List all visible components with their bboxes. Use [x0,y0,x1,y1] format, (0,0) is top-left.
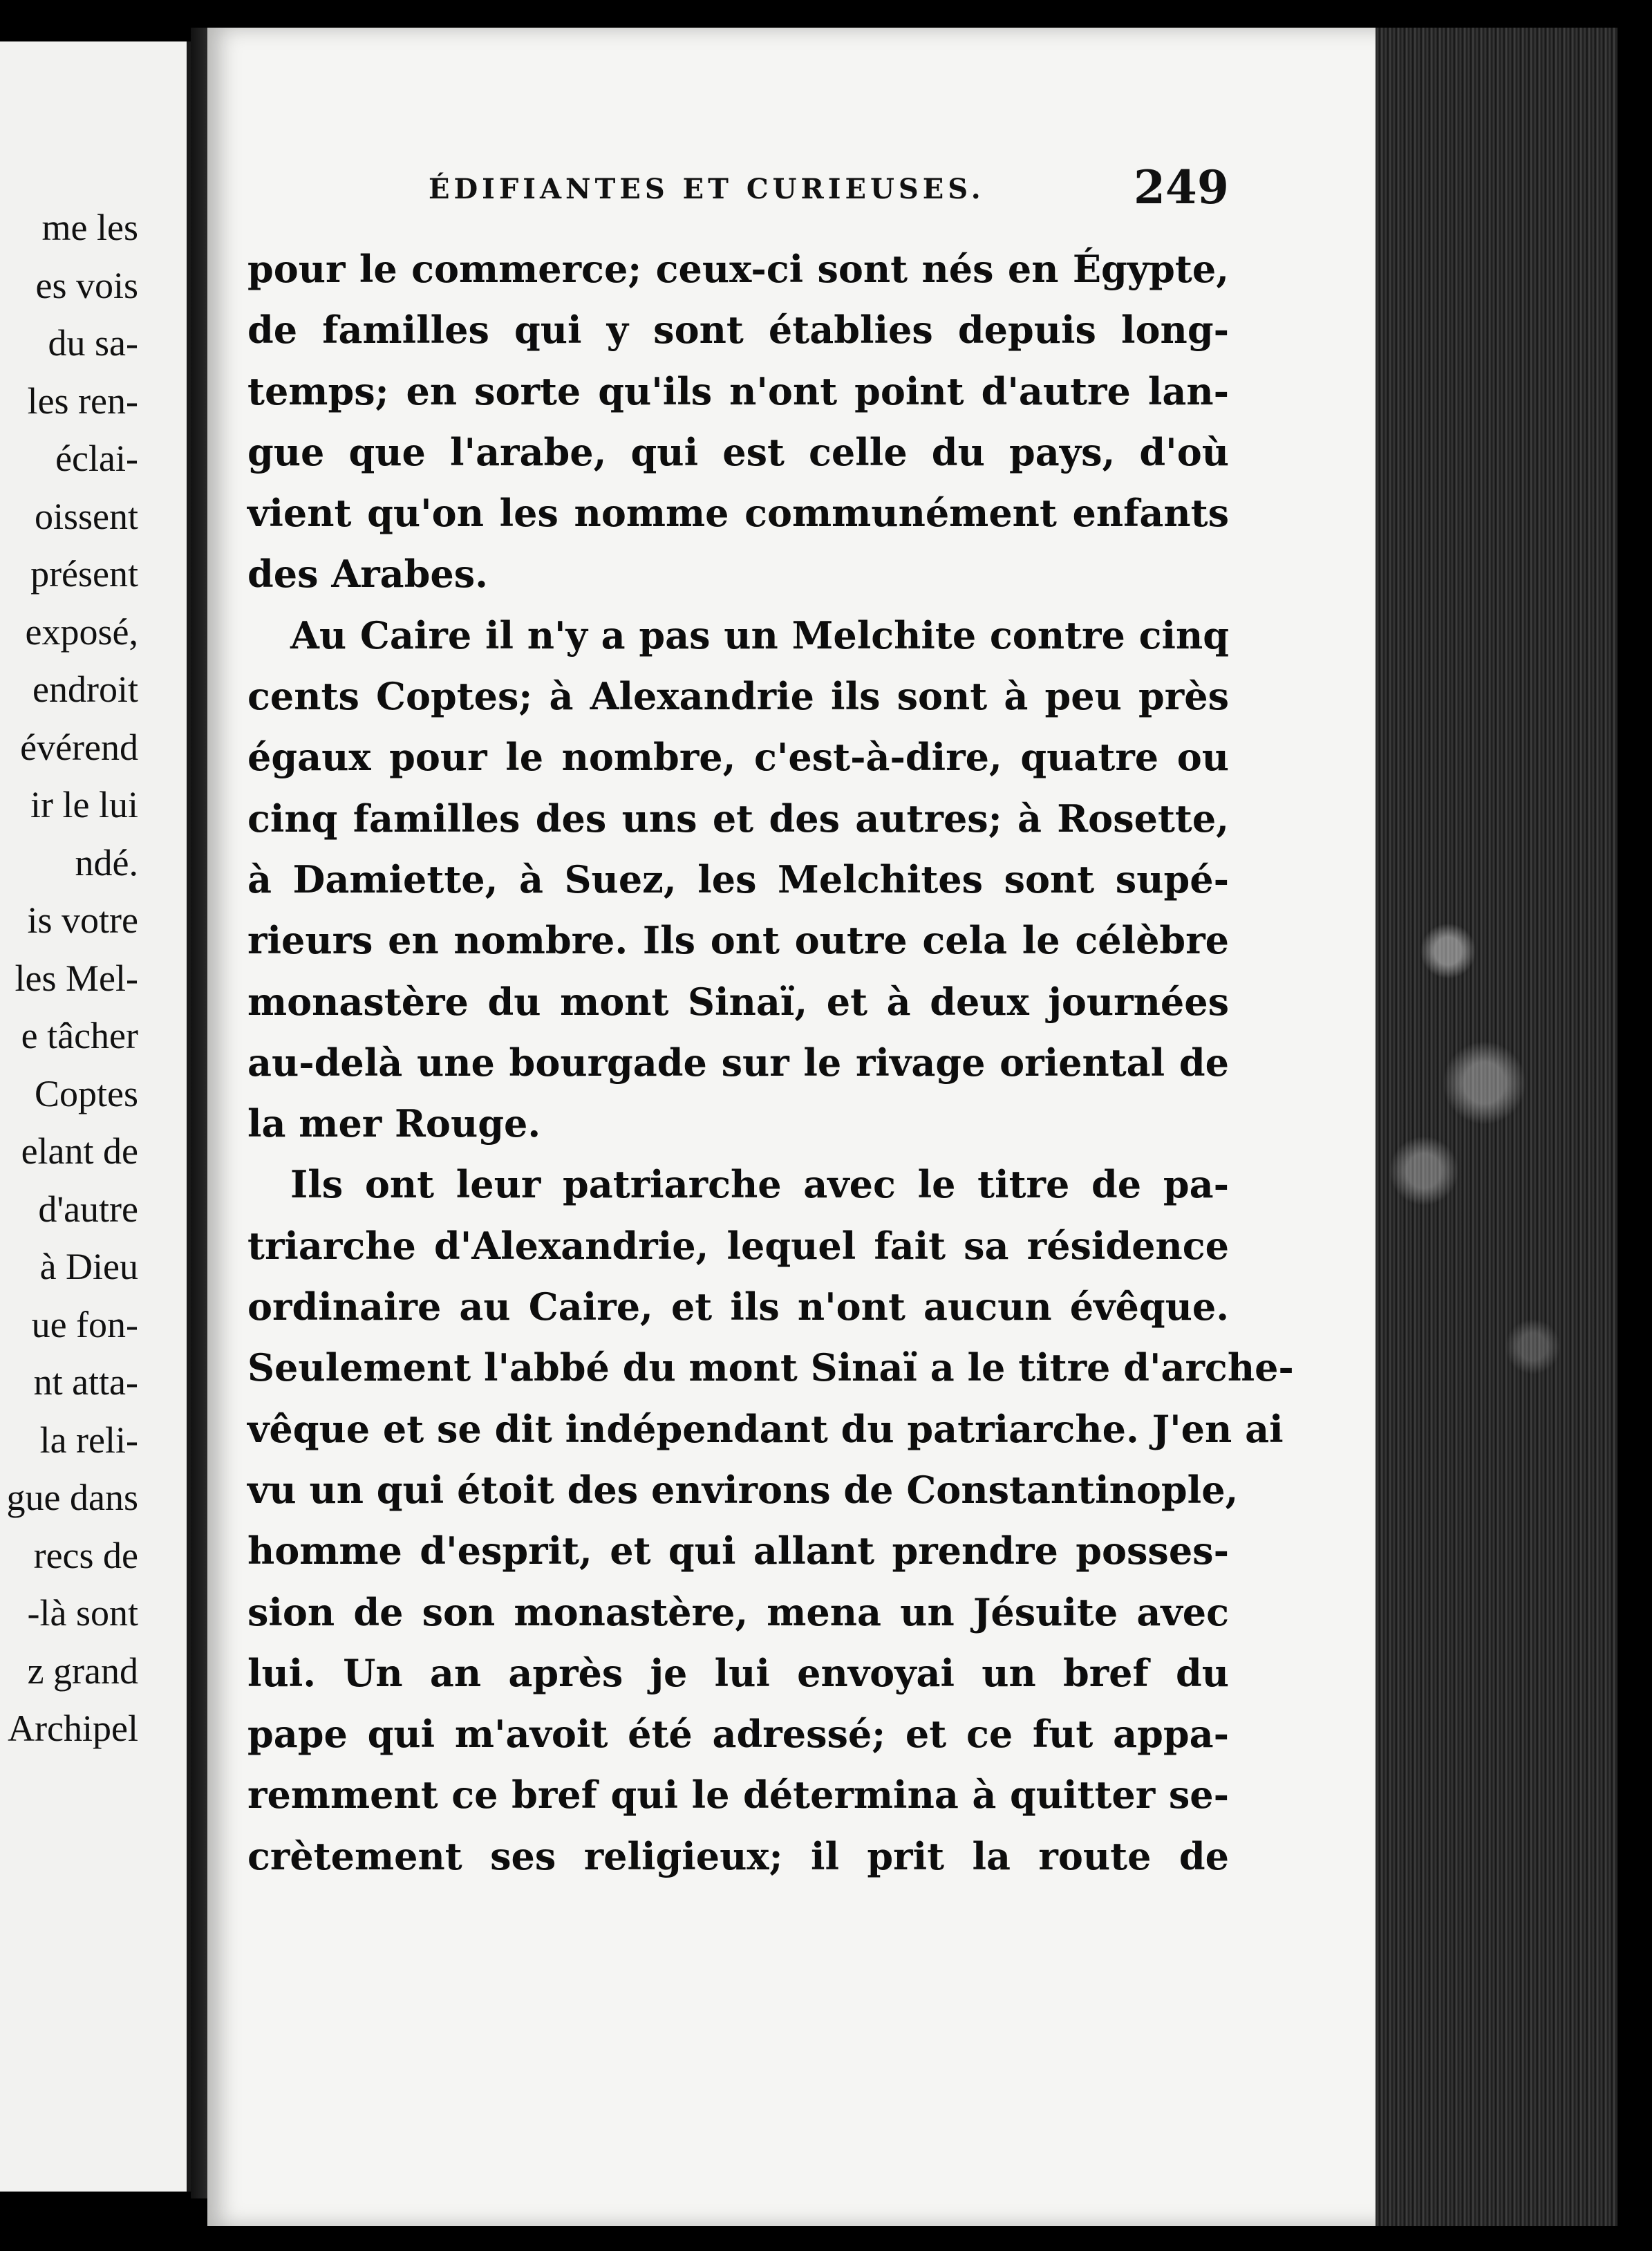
text-line: la mer Rouge. [247,1101,541,1146]
text-line: sion de son monastère, mena un Jésuite avec [247,1589,1229,1634]
left-line: présent [30,553,138,595]
running-head: ÉDIFIANTES ET CURIEUSES. [429,173,985,205]
left-line: z grand [27,1650,138,1692]
left-line: me les [41,207,138,248]
left-page-lines [0,199,187,1758]
text-line: vu un qui étoit des environs de Constantinople, [247,1467,1239,1512]
left-line: gue dans [6,1477,138,1518]
text-line: gue que l'arabe, qui est celle du pays, d'où [247,429,1229,474]
left-line: endroit [32,669,138,710]
left-line: la reli- [39,1419,138,1461]
text-line: à Damiette, à Suez, les Melchites sont supé- [247,857,1229,902]
left-line: les Mel- [15,957,138,999]
body-text [247,239,1294,1887]
left-line: recs de [33,1534,138,1576]
text-line: crètement ses religieux; il prit la route de [247,1833,1229,1878]
left-line: ir le lui [30,784,138,825]
text-line: cinq familles des uns et des autres; à Rosette, [247,796,1229,841]
left-line: Archipel [8,1708,138,1749]
text-line: de familles qui y sont établies depuis long- [247,308,1229,353]
text-line: pour le commerce; ceux-ci sont nés en Égypte, [247,247,1229,291]
left-line: -là sont [27,1592,138,1634]
left-line: es vois [35,264,138,306]
text-line: égaux pour le nombre, c'est-à-dire, quatre ou [247,735,1229,780]
text-line: Ils ont leur patriarche avec le titre de pa- [290,1162,1229,1207]
page-edges [1376,28,1617,2226]
left-line: évérend [20,726,138,768]
text-line: homme d'esprit, et qui allant prendre posses- [247,1529,1229,1573]
text-line: temps; en sorte qu'ils n'ont point d'autre lan- [247,368,1229,413]
left-line: elant de [21,1130,138,1172]
text-line: monastère du mont Sinaï, et à deux journées [247,979,1229,1024]
left-line: du sa- [48,322,138,364]
text-line: vêque et se dit indépendant du patriarche. J'en ai [247,1406,1284,1451]
text-line: des Arabes. [247,552,488,597]
text-line: ordinaire au Caire, et ils n'ont aucun évêque. [247,1285,1229,1329]
text-line: rieurs en nombre. Ils ont outre cela le célèbre [247,918,1229,963]
left-line: exposé, [25,610,138,653]
text-line: pape qui m'avoit été adressé; et ce fut appa- [247,1712,1229,1757]
left-line: à Dieu [39,1246,138,1287]
text-line: cents Coptes; à Alexandrie ils sont à peu près [247,674,1229,719]
left-line: d'autre [38,1188,138,1230]
page-number: 249 [1134,160,1229,214]
left-line: éclai- [55,438,138,479]
text-line: au-delà une bourgade sur le rivage oriental de [247,1040,1229,1085]
left-line: e tâcher [21,1015,138,1056]
text-line: lui. Un an après je lui envoyai un bref du [247,1650,1229,1695]
left-line: ue fon- [31,1303,138,1345]
left-line: oissent [34,495,138,537]
text-line: Au Caire il n'y a pas un Melchite contre cinq [290,613,1229,657]
left-page-fragment [0,41,191,2192]
text-line: vient qu'on les nomme communément enfants [247,491,1229,536]
text-line: triarche d'Alexandrie, lequel fait sa résidence [247,1223,1229,1268]
left-line: Coptes [34,1072,138,1114]
left-line: les ren- [27,380,138,422]
left-line: nt atta- [33,1361,138,1403]
text-line: remment ce bref qui le détermina à quitter se- [247,1773,1229,1818]
left-line: is votre [27,899,138,941]
left-line: ndé. [75,841,138,884]
text-line: Seulement l'abbé du mont Sinaï a le titre d'arche- [247,1345,1294,1390]
